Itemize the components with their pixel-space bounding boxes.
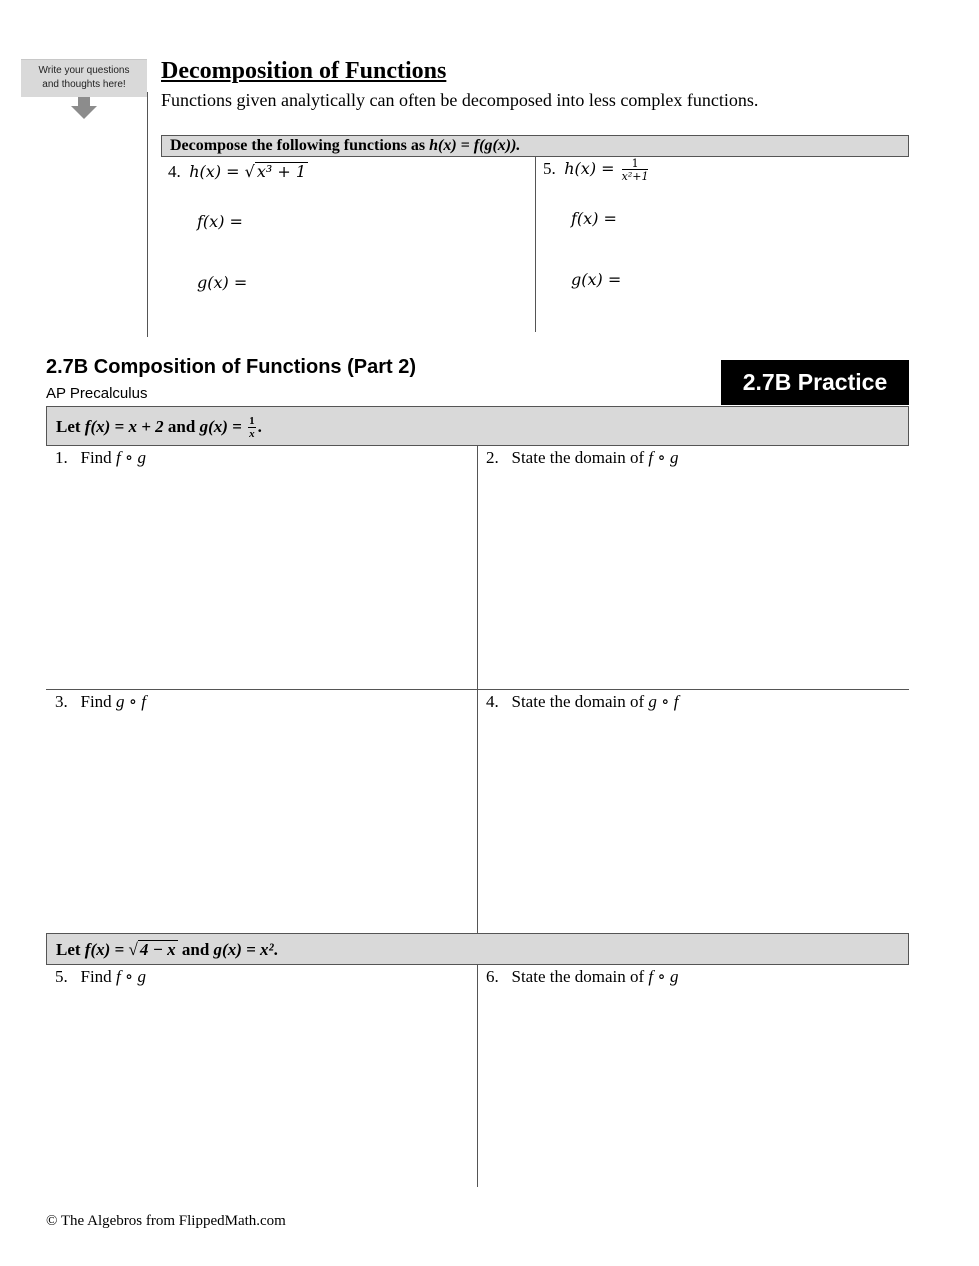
h-lhs: h(x) =: [189, 162, 245, 181]
question-text: Find: [80, 448, 116, 467]
question-math: f ∘ g: [115, 967, 146, 986]
given-and: and: [163, 417, 200, 436]
given-and: and: [177, 940, 214, 959]
question-number: 3.: [55, 692, 68, 711]
sidebar-note: [21, 59, 147, 97]
h-lhs: h(x) =: [564, 158, 620, 178]
given-end: .: [273, 940, 278, 959]
grid-column-divider-2: [477, 965, 478, 1187]
question-math: g ∘ f: [648, 692, 679, 711]
question-math: f ∘ g: [648, 967, 679, 986]
question-4: [486, 692, 678, 712]
decomp-4-f: [197, 212, 243, 231]
section-title: 2.7B Composition of Functions (Part 2): [46, 356, 417, 378]
h-numerator: 1: [622, 158, 649, 170]
sidebar-note-line2: and thoughts here!: [42, 79, 126, 90]
g-denominator: x: [249, 428, 255, 441]
question-6: [486, 967, 678, 987]
decomposition-instruction: [161, 135, 909, 157]
question-text: Find: [80, 692, 116, 711]
g-definition: g(x) = x²: [213, 940, 274, 959]
h-fraction: [622, 158, 649, 182]
question-text: State the domain of: [511, 448, 649, 467]
decomp-problem-4: 4. h(x) = √ x³ + 1: [168, 162, 307, 181]
question-number: 5.: [55, 967, 68, 986]
f-label: f(x) =: [197, 212, 243, 231]
f-radicand: 4 − x: [139, 940, 176, 959]
instruction-formula: h(x) = f(g(x)).: [429, 137, 521, 154]
instruction-prefix: Decompose the following functions as: [170, 137, 430, 154]
g-label: g(x) =: [571, 270, 622, 289]
question-3: [55, 692, 146, 712]
question-number: 2.: [486, 448, 499, 467]
question-number: 4.: [486, 692, 499, 711]
question-5: [55, 967, 146, 987]
g-numerator: 1: [249, 415, 255, 428]
decomposition-column-divider: [535, 156, 536, 332]
f-definition: f(x) = x + 2: [84, 417, 164, 436]
practice-badge: 2.7B Practice: [721, 360, 909, 405]
question-math: f ∘ g: [648, 448, 679, 467]
given-functions-1: [46, 406, 909, 446]
decomposition-title: Decomposition of Functions: [161, 58, 447, 84]
given-functions-2: Let f(x) = √ 4 − x and g(x) = x².: [46, 933, 909, 965]
given-end: .: [257, 417, 262, 436]
g-fraction: [248, 416, 256, 440]
sidebar-note-line1: Write your questions: [38, 65, 130, 76]
f-lhs: f(x) =: [84, 940, 129, 959]
question-2: [486, 448, 678, 468]
question-number: 6.: [486, 967, 499, 986]
question-text: State the domain of: [511, 967, 649, 986]
problem-number: 4.: [168, 162, 181, 181]
problem-number: 5.: [543, 158, 556, 178]
course-name: AP Precalculus: [46, 385, 148, 402]
given-prefix: Let: [56, 417, 85, 436]
decomp-4-g: [197, 273, 247, 292]
decomp-5-f: [571, 209, 617, 228]
decomposition-subtitle: Functions given analytically can often be decomposed into less complex functions.: [161, 90, 759, 110]
down-arrow-head-icon: [71, 106, 97, 119]
question-text: State the domain of: [511, 692, 649, 711]
decomp-problem-5: [543, 158, 650, 182]
question-math: f ∘ g: [115, 448, 146, 467]
h-radicand: x³ + 1: [256, 162, 307, 181]
question-number: 1.: [55, 448, 68, 467]
footer-copyright: © The Algebros from FlippedMath.com: [46, 1213, 286, 1229]
grid-row-divider: [46, 689, 909, 690]
margin-divider: [147, 92, 148, 337]
g-lhs: g(x) =: [199, 417, 247, 436]
question-math: g ∘ f: [115, 692, 146, 711]
g-label: g(x) =: [197, 273, 248, 292]
f-label: f(x) =: [571, 209, 617, 228]
question-text: Find: [80, 967, 116, 986]
h-denominator: x²+1: [621, 170, 649, 183]
question-1: [55, 448, 146, 468]
given-prefix: Let: [56, 940, 85, 959]
decomp-5-g: [571, 270, 621, 289]
